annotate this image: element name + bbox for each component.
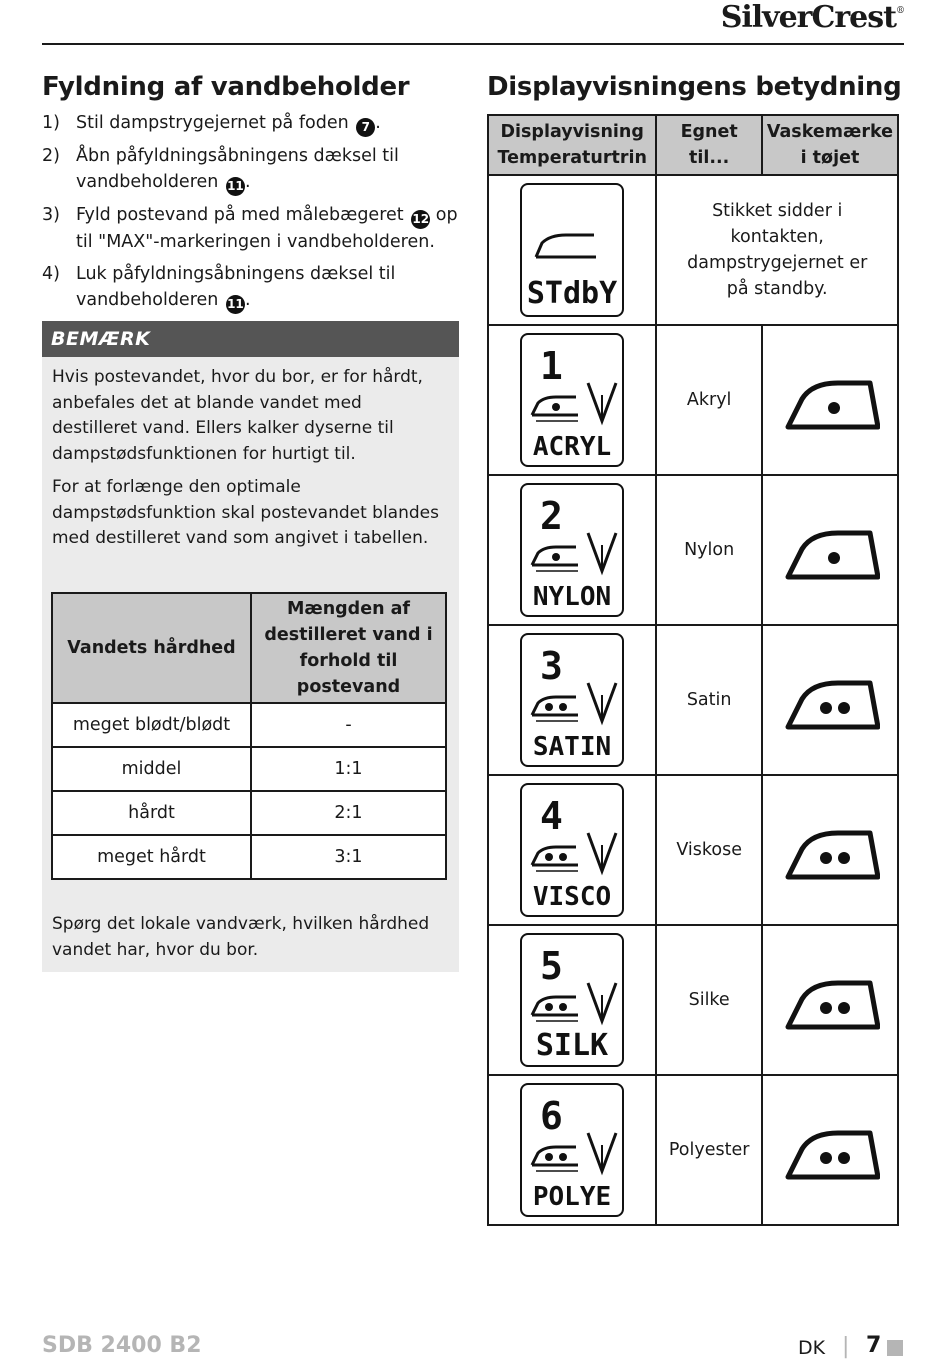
brand-logo: SilverCrest® — [720, 0, 904, 35]
display-cell — [488, 625, 656, 775]
care-label-cell — [762, 625, 898, 775]
fabric-name: Viskose — [656, 775, 762, 925]
iron-care-symbol-icon — [780, 965, 880, 1035]
lcd-display — [520, 1083, 624, 1217]
reference-number-badge: 11 — [226, 177, 245, 196]
table-row — [488, 1075, 898, 1225]
table-row — [488, 625, 898, 775]
reference-number-badge: 12 — [411, 210, 430, 229]
footer-language: DK — [798, 1337, 826, 1359]
page-square-icon — [887, 1340, 903, 1356]
note-paragraph: For at forlænge den optimale dampstødsfunktion skal postevandet blandes med destilleret vand som angivet i tabellen. — [52, 477, 439, 548]
table-row: hårdt 2:1 — [52, 791, 446, 835]
lcd-text: NYLON — [533, 582, 612, 612]
header-rule — [42, 43, 904, 45]
fabric-name: Nylon — [656, 475, 762, 625]
fabric-name: Polyester — [656, 1075, 762, 1225]
right-section-title: Displayvisningens betydning — [487, 72, 902, 102]
filling-steps — [42, 110, 462, 320]
table-row — [488, 925, 898, 1075]
iron-icon — [532, 997, 576, 1015]
table-row: middel 1:1 — [52, 747, 446, 791]
lcd-level: 5 — [540, 944, 564, 988]
lcd-display — [520, 933, 624, 1067]
care-label-cell — [762, 325, 898, 475]
lcd-level: 6 — [540, 1094, 564, 1138]
table-row-standby — [488, 175, 898, 325]
iron-icon — [532, 697, 576, 715]
display-cell — [488, 475, 656, 625]
standby-description: Stikket sidder i kontakten, dampstrygejernet er på standby. — [656, 175, 898, 325]
lcd-text: STdbY — [527, 276, 618, 311]
iron-care-symbol-icon — [780, 815, 880, 885]
lcd-display — [520, 783, 624, 917]
display-cell — [488, 325, 656, 475]
iron-care-symbol-icon — [780, 665, 880, 735]
footer-separator: | — [842, 1334, 850, 1359]
lcd-display — [520, 183, 624, 317]
table-row — [488, 325, 898, 475]
step-item: 3) Fyld postevand på med målebægeret 12 op til "MAX"-markeringen i vandbeholderen. — [42, 205, 458, 252]
note-heading: BEMÆRK — [42, 321, 459, 357]
iron-care-symbol-icon — [780, 515, 880, 585]
lcd-text: ACRYL — [533, 432, 612, 462]
iron-care-symbol-icon — [780, 365, 880, 435]
page-number: 7 — [866, 1333, 882, 1358]
table-row: meget hårdt 3:1 — [52, 835, 446, 879]
table-header: Mængden af destilleret vand i forhold til postevand — [251, 593, 446, 703]
table-row: meget blødt/blødt - — [52, 703, 446, 747]
iron-icon — [532, 1147, 576, 1165]
display-cell — [488, 925, 656, 1075]
table-header: Vandets hårdhed — [52, 593, 251, 703]
water-hardness-table — [51, 592, 447, 880]
fabric-name: Silke — [656, 925, 762, 1075]
step-item: 2) Åbn påfyldningsåbningens dæksel til vandbeholderen 11. — [42, 143, 462, 196]
iron-outline-icon — [536, 235, 594, 257]
note-paragraph: Hvis postevandet, hvor du bor, er for hårdt, anbefales det at blande vandet med destilleret vand. Ellers kalker dyserne til dampstødsfunktionen for hurtigt til. — [52, 367, 423, 464]
lcd-text: POLYE — [533, 1182, 612, 1212]
reference-number-badge: 11 — [226, 295, 245, 314]
display-cell — [488, 175, 656, 325]
note-paragraph: Spørg det lokale vandværk, hvilken hårdhed vandet har, hvor du bor. — [52, 914, 430, 960]
lcd-level: 2 — [540, 494, 564, 538]
fabric-name: Akryl — [656, 325, 762, 475]
lcd-display — [520, 333, 624, 467]
display-meaning-table — [487, 114, 899, 1226]
care-label-cell — [762, 775, 898, 925]
lcd-display — [520, 633, 624, 767]
display-cell — [488, 1075, 656, 1225]
iron-care-symbol-icon — [780, 1115, 880, 1185]
lcd-level: 4 — [540, 794, 564, 838]
left-section-title: Fyldning af vandbeholder — [42, 72, 410, 102]
reference-number-badge: 7 — [356, 118, 375, 137]
display-cell — [488, 775, 656, 925]
table-row — [488, 475, 898, 625]
step-item: 4) Luk påfyldningsåbningens dæksel til vandbeholderen 11. — [42, 261, 462, 314]
lcd-text: SATIN — [533, 732, 612, 762]
lcd-text: VISCO — [533, 882, 612, 912]
fabric-name: Satin — [656, 625, 762, 775]
footer-model: SDB 2400 B2 — [42, 1333, 202, 1358]
lcd-level: 3 — [540, 644, 564, 688]
iron-icon — [532, 847, 576, 865]
table-header: Displayvisning Temperaturtrin — [488, 115, 656, 175]
lcd-text: SILK — [536, 1028, 609, 1063]
care-label-cell — [762, 1075, 898, 1225]
care-label-cell — [762, 475, 898, 625]
care-label-cell — [762, 925, 898, 1075]
table-row — [488, 775, 898, 925]
lcd-display — [520, 483, 624, 617]
step-item: 1) Stil dampstrygejernet på foden 7 . — [42, 110, 462, 137]
table-header: Vaskemærke i tøjet — [762, 115, 898, 175]
table-header: Egnet til... — [656, 115, 762, 175]
lcd-level: 1 — [540, 344, 564, 388]
